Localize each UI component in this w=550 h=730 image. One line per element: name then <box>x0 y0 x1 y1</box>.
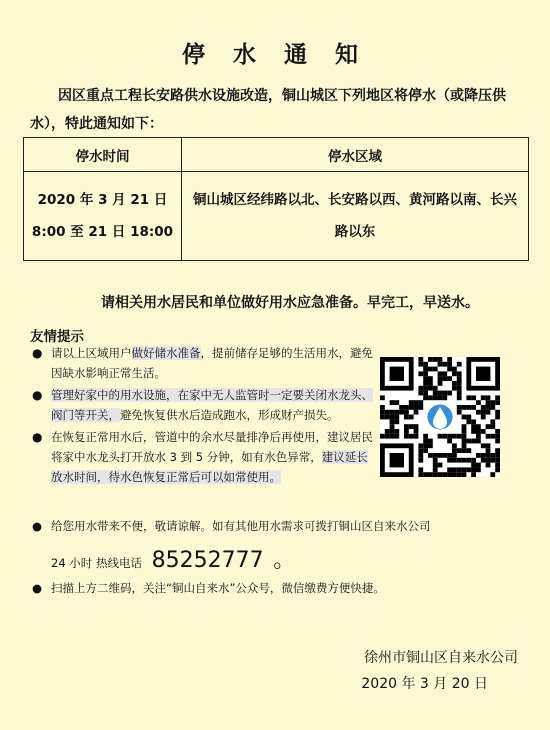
company-name: 徐州市铜山区自来水公司 <box>364 650 518 666</box>
appeal-text: 请相关用水居民和单位做好用水应急准备。早完工，早送水。 <box>101 295 479 311</box>
header-time: 停水时间 <box>24 138 182 172</box>
hotline-label: 24 小时 热线电话 <box>51 556 142 570</box>
bullet-icon: ● <box>32 346 43 360</box>
tip-text: 在恢复正常用水后，管道中的余水尽量排净后再使用，建议居民将家中水龙头打开放水 3 到 5 分钟，如有水色异常， <box>51 430 373 464</box>
tips-list <box>28 343 378 489</box>
outage-time-line2: 8:00 至 21 日 18:00 <box>31 224 174 240</box>
tip-text: 扫描上方二维码，关注“铜山自来水”公众号，微信缴费方便快捷。 <box>51 581 385 595</box>
footer <box>361 645 518 697</box>
outage-area-cell <box>182 172 529 261</box>
tips-title: 友情提示 <box>30 329 84 345</box>
outage-time-cell <box>24 172 182 261</box>
tip-highlight: 管理好家中的用水设施，在家中无人监管时一定要关闭水龙头、阀门等开关， <box>51 388 373 422</box>
outage-area-text: 铜山城区经纬路以北、长安路以西、黄河路以南、长兴路以东 <box>193 192 517 240</box>
table-row <box>24 172 529 261</box>
outage-time-line1: 2020 年 3 月 21 日 <box>37 192 168 208</box>
tip-text: 请以上区域用户 <box>51 346 132 360</box>
bullet-icon: ● <box>32 519 43 533</box>
list-item <box>28 427 378 487</box>
tip-text: 给您用水带来不便，敬请谅解。如有其他用水需求可拨打铜山区自来水公司 <box>51 519 431 533</box>
tip-highlight: 做好储水准备 <box>131 346 201 360</box>
qr-code-icon[interactable] <box>380 357 500 477</box>
bullet-icon: ● <box>32 388 43 402</box>
qr-code-graphic <box>380 357 500 477</box>
tip-apology <box>28 516 528 536</box>
tip-highlight: 建议延长放水时间，待水色恢复正常后可以如常使用。 <box>51 450 368 484</box>
hotline <box>51 543 295 574</box>
header-area: 停水区域 <box>182 138 529 172</box>
list-item <box>28 343 378 383</box>
outage-table <box>23 137 529 261</box>
bullet-icon: ● <box>32 430 43 444</box>
notice-title: 停 水 通 知 <box>181 42 369 68</box>
hotline-number[interactable]: 85252777 <box>151 548 264 573</box>
tip-wechat <box>28 578 528 598</box>
issue-date: 2020 年 3 月 20 日 <box>361 676 488 692</box>
bullet-icon: ● <box>32 581 43 595</box>
hotline-end: 。 <box>273 548 296 573</box>
list-item <box>28 385 378 425</box>
intro-paragraph: 因区重点工程长安路供水设施改造，铜山城区下列地区将停水（或降压供水），特此通知如下： <box>30 88 506 132</box>
tip-text: ，提前储存足够的生活用水，避免因缺水影响正常生活。 <box>51 346 373 380</box>
tip-text: 避免恢复供水后造成跑水，形成财产损失。 <box>120 408 339 422</box>
table-header-row <box>24 138 529 172</box>
